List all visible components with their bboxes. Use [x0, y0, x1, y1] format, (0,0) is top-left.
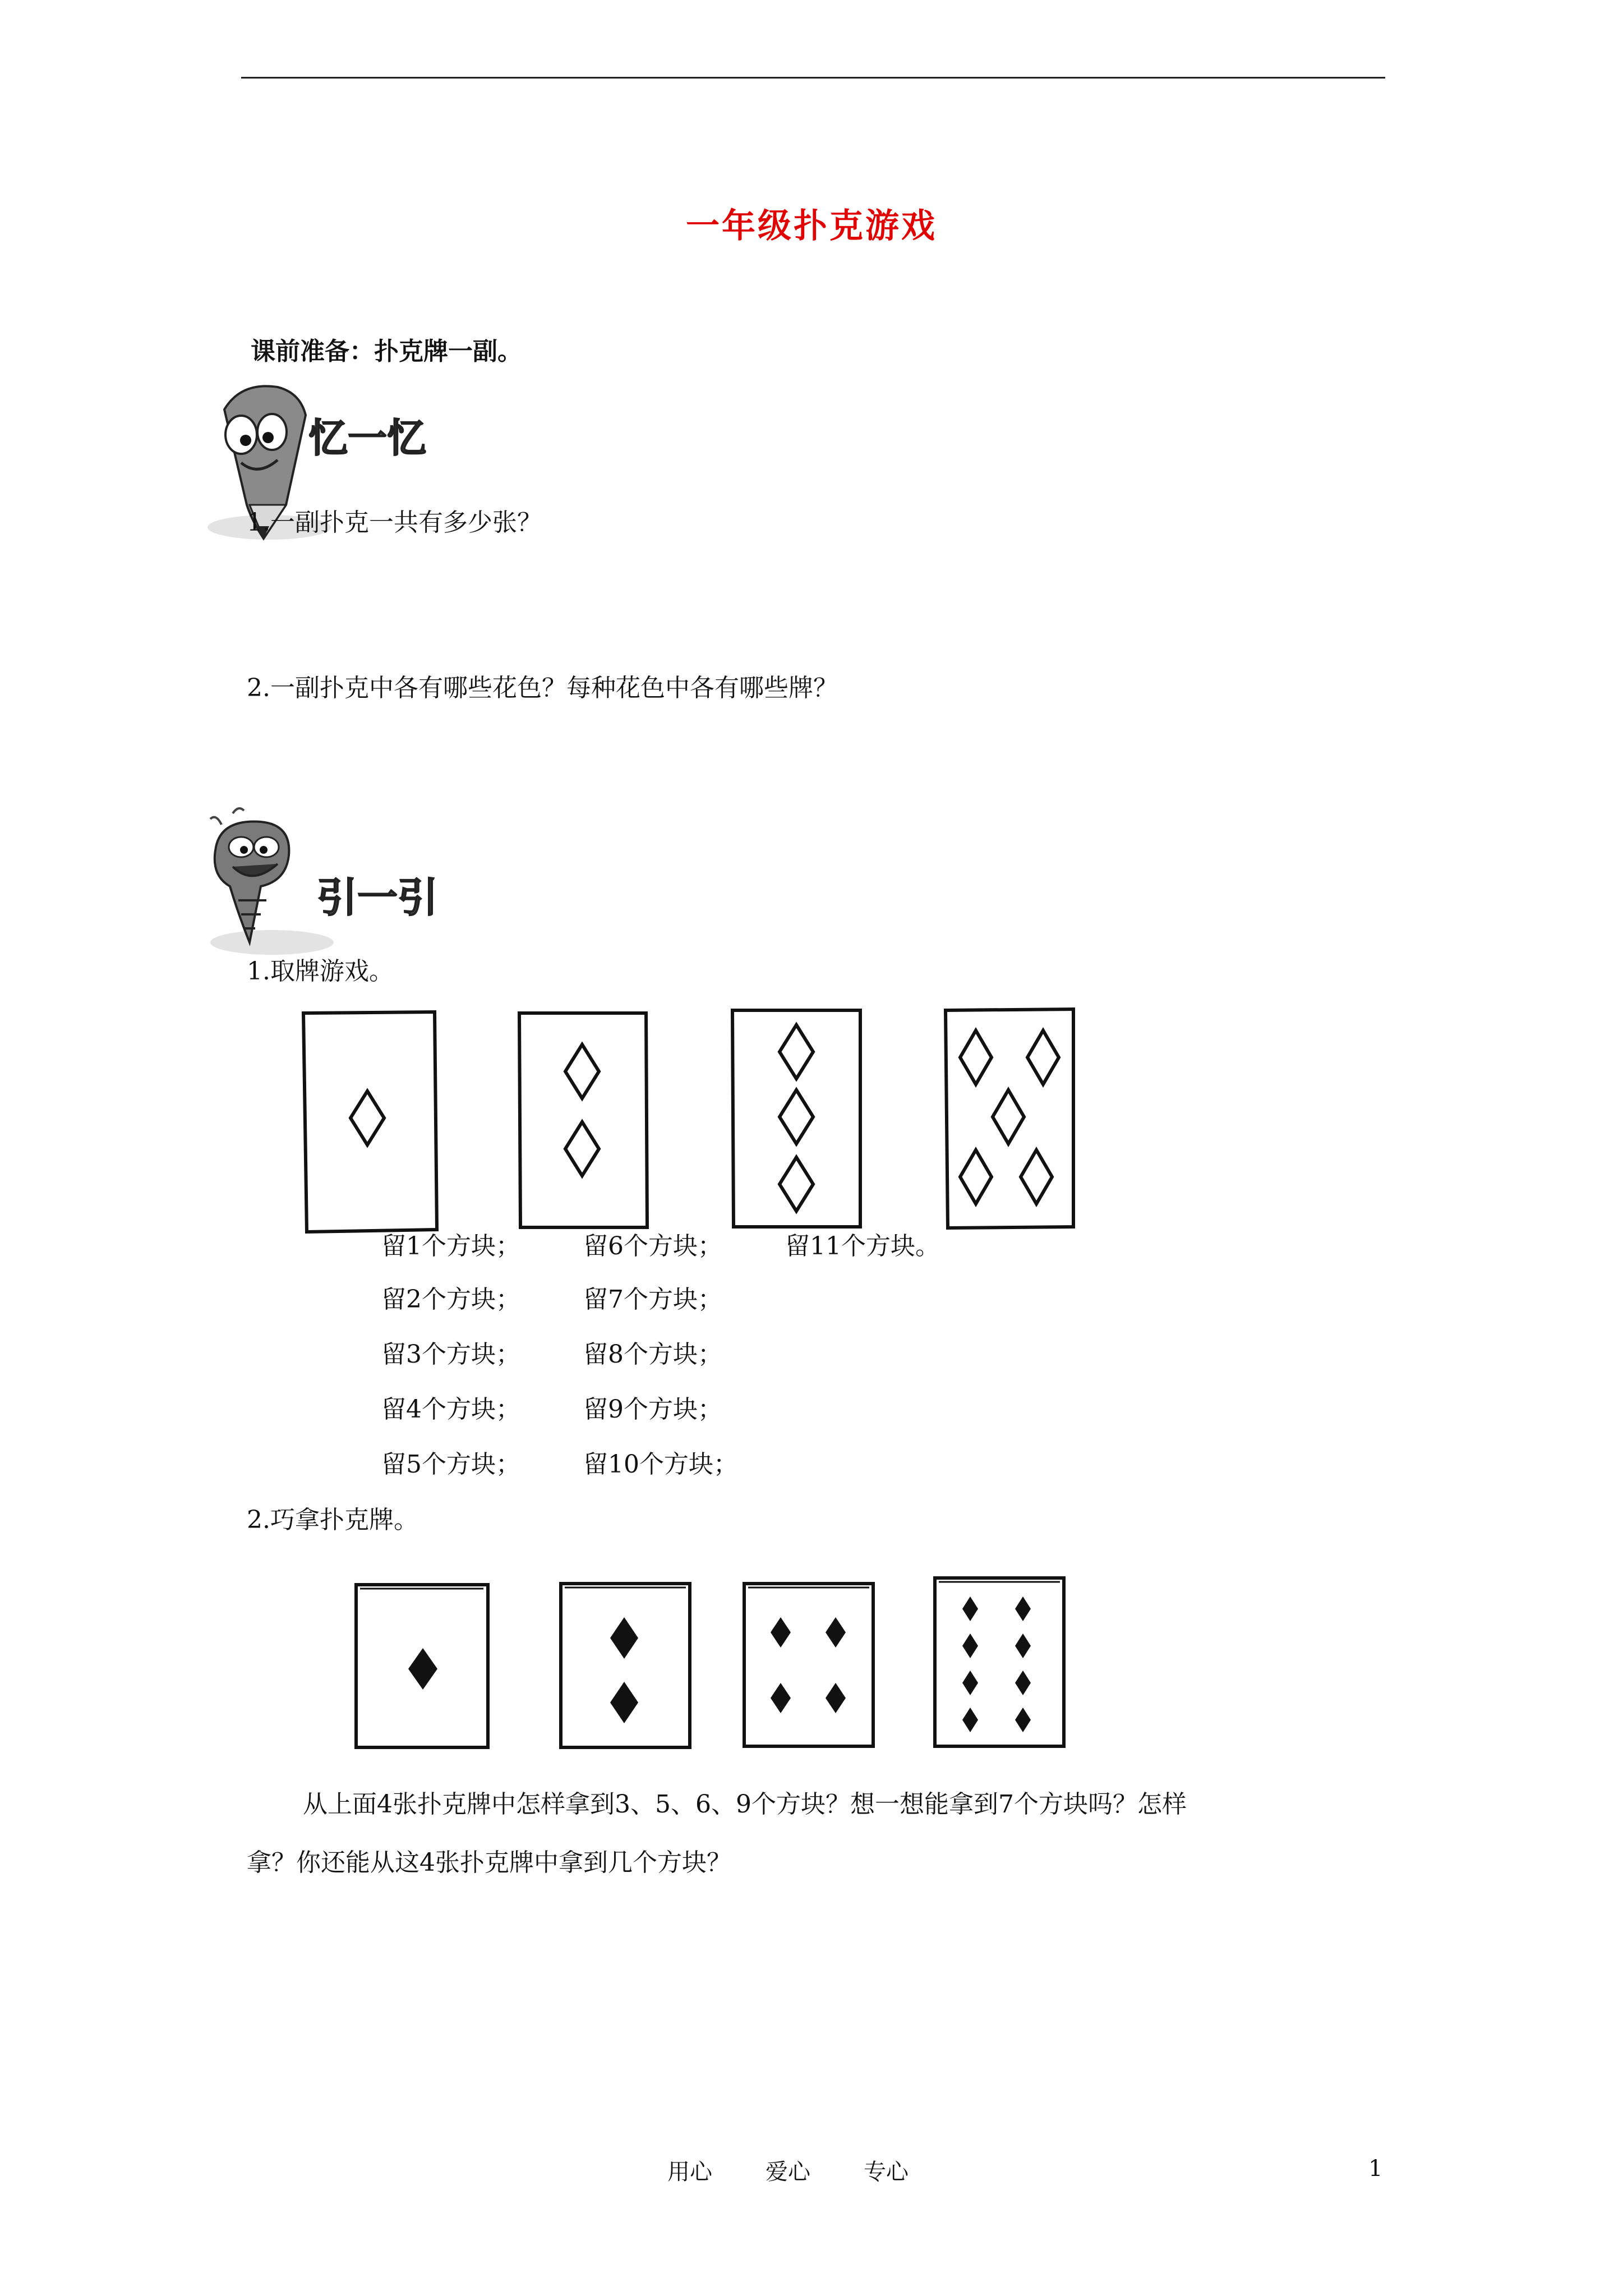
card-overlap-area [292, 1214, 1088, 1236]
option-4: 留4个方块； [381, 1395, 520, 1424]
game2-question-line1: 从上面4张扑克牌中怎样拿到3、5、6、9个方块？想一想能拿到7个方块吗？怎样 [303, 1790, 1187, 1819]
option-7: 留7个方块； [583, 1285, 722, 1314]
outline-card-5 [942, 1007, 1077, 1231]
footer-item-1: 用心 [667, 2159, 712, 2185]
option-10: 留10个方块； [583, 1450, 738, 1479]
header-rule [241, 77, 1385, 79]
outline-card-1 [300, 1010, 440, 1234]
worm-mascot-icon [199, 802, 468, 965]
option-6: 留6个方块； [583, 1232, 722, 1260]
option-8: 留8个方块； [583, 1340, 722, 1369]
filled-card-2 [558, 1581, 693, 1750]
question-2: 2.一副扑克中各有哪些花色？每种花色中各有哪些牌？ [247, 674, 838, 702]
footer-item-2: 爱心 [766, 2159, 810, 2185]
filled-card-4 [741, 1581, 876, 1749]
page-title: 一年级扑克游戏 [686, 206, 937, 246]
outline-card-3 [729, 1007, 864, 1231]
game2-heading: 2.巧拿扑克牌。 [247, 1506, 418, 1534]
footer-item-3: 专心 [864, 2159, 909, 2185]
filled-card-8 [932, 1575, 1067, 1749]
option-11: 留11个方块。 [785, 1232, 940, 1260]
preparation-note: 课前准备：扑克牌一副。 [251, 337, 522, 366]
option-3: 留3个方块； [381, 1340, 520, 1369]
page-number: 1 [1368, 2156, 1383, 2182]
outline-card-2 [516, 1010, 651, 1231]
option-2: 留2个方块； [381, 1285, 520, 1314]
section1-banner: 忆一忆 [308, 415, 426, 461]
option-9: 留9个方块； [583, 1395, 722, 1424]
section2-banner: 引一引 [317, 874, 439, 921]
game1-heading: 1.取牌游戏。 [247, 957, 394, 986]
option-5: 留5个方块； [381, 1450, 520, 1479]
filled-card-1 [353, 1582, 491, 1750]
option-1: 留1个方块； [381, 1232, 520, 1260]
question-1: 1.一副扑克一共有多少张？ [247, 508, 542, 537]
game2-question-line2: 拿？你还能从这4张扑克牌中拿到几个方块？ [247, 1848, 731, 1877]
